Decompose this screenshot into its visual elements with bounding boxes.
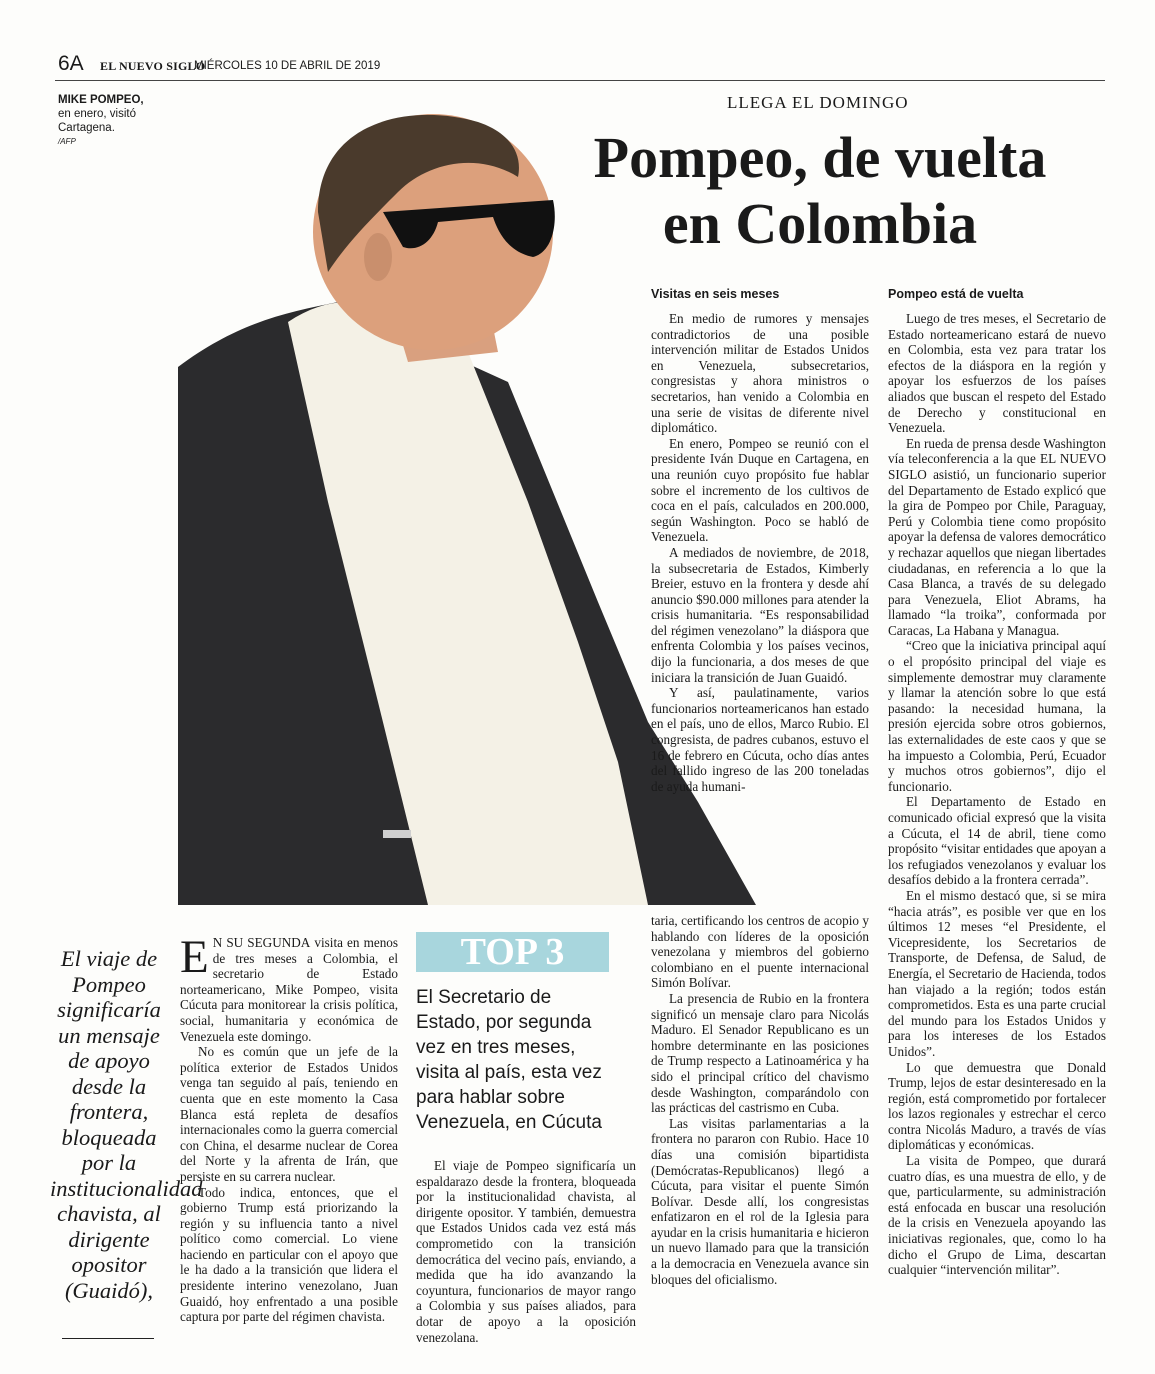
drop-cap: E	[180, 931, 209, 983]
column-pompeo-vuelta	[888, 311, 1106, 1278]
photo-caption	[58, 93, 178, 149]
column-middle	[416, 1158, 636, 1345]
paragraph: Las visitas parlamentarias a la frontera no pararon con Rubio. Hace 10 días una comisión bipartidista (Demócratas-Republicanos) llegó a Cúcuta, para visitar el puente Simón Bolívar. Desde allí, los congresistas enfatizaron en el rol de la Iglesia para ayudar en la crisis humanitaria e hicieron un nuevo llamado para que la transición a la democracia en Venezuela avance sin bloques del oficialismo.	[651, 1115, 869, 1287]
top3-label: TOP 3	[460, 931, 565, 973]
lead-text: visita en menos de tres meses a Colombia, el secretario de Estado norteamericano, Mike Pompeo, visita Cúcuta para monitorear la crisis política, social, humanitaria y económica de Venezuela este domingo.	[180, 935, 399, 1044]
headline-line-1: Pompeo, de vuelta	[593, 125, 1047, 190]
page-number: 6A	[58, 52, 84, 75]
pull-quote-rule	[62, 1338, 154, 1339]
lead-in: N SU SEGUNDA	[212, 935, 311, 950]
paragraph: En el mismo destacó que, si se mira “hacia atrás”, es posible ver que en los últimos 12 meses “el Presidente, el Vicepresidente, los Secretarios de Transporte, de Defensa, de Salud, de Energía, el Secretario de Hacienda, todos han viajado a la región; todos están comprometidos. Esta es una parte crucial del mundo para los Estados Unidos y para los intereses de los Estados Unidos”.	[888, 887, 1106, 1059]
paragraph: En enero, Pompeo se reunió con el presidente Iván Duque en Cartagena, en una reunión cuyo propósito fue hablar sobre el incremento de los cultivos de coca en el país, calculados en 200.000, según Washington. Poco se habló de Venezuela.	[651, 435, 869, 545]
caption-name: MIKE POMPEO,	[58, 94, 144, 106]
headline-line-2: en Colombia	[662, 191, 978, 256]
paragraph: No es común que un jefe de la política exterior de Estados Unidos venga tan seguido al país, teniendo en cuenta que en este momento la Casa Blanca está repleta de desafíos internacionales como la guerra comercial con China, el desarme nuclear de Corea del Norte y la afrenta de Irán, que persiste en su carrera nuclear.	[180, 1044, 398, 1184]
photo-pocket-detail	[383, 830, 411, 838]
paragraph: El viaje de Pompeo significaría un espaldarazo desde la frontera, bloqueada por la institucionalidad chavista, al dirigente opositor. Y también, demuestra que Estados Unidos cada vez está más comprometido con la transición democrática del vecino país, enviando, a medida que ha ido avanzando la coyuntura, funcionarios de mayor rango a Colombia y sus países aliados, para dotar de apoyo a la oposición venezolana.	[416, 1158, 636, 1345]
paragraph: En rueda de prensa desde Washington vía teleconferencia a la que EL NUEVO SIGLO asistió, un funcionario superior del Departamento de Estado explicó que la gira de Pompeo por Chile, Paraguay, Perú y Colombia tiene como propósito apoyar la defensa de valores democrático y rechazar aquellos que niegan libertades ciudadanas, en referencia a lo que la Casa Blanca, a través de su delegado para Venezuela, Eliot Abrams, ha llamado “la troika”, conformada por Caracas, La Habana y Managua.	[888, 435, 1106, 638]
caption-text-1: en enero, visitó	[58, 108, 136, 120]
paragraph: “Creo que la iniciativa principal aquí o el propósito principal del viaje es simplemente demostrar muy claramente y llamar la atención sobre lo que está pasando: la necesidad humana, la presión ejercida sobre otros gobiernos, las externalidades de este caos y que se ha impuesto a Colombia, Perú, Ecuador y muchos otros gobiernos”, dijo el funcionario.	[888, 638, 1106, 794]
paragraph: taria, certificando los centros de acopio y hablando con líderes de la oposición venezolana y miembros del gobierno colombiano en el puente internacional Simón Bolívar.	[651, 913, 869, 991]
photo-ear	[364, 233, 392, 281]
kicker: LLEGA EL DOMINGO	[727, 93, 909, 112]
dateline: MIÉRCOLES 10 DE ABRIL DE 2019	[194, 60, 381, 72]
paragraph: El Departamento de Estado en comunicado oficial expresó que la visita a Cúcuta, el 14 de abril, tiene como propósito “visitar entidades que apoyan a los refugiados venezolanos y evaluar los desafíos debido a la frontera cerrada”.	[888, 794, 1106, 888]
caption-text-2: Cartagena.	[58, 122, 115, 134]
masthead: EL NUEVO SIGLO	[100, 59, 206, 73]
paragraph: La presencia de Rubio en la frontera significó un mensaje claro para Nicolás Maduro. El Senador Republicano es un hombre determinante en las posiciones de Trump respecto a Latinoamérica y ha sido el principal crítico del chavismo desde Washington, comparándolo con las prácticas del castrismo en Cuba.	[651, 990, 869, 1116]
paragraph: A mediados de noviembre, de 2018, la subsecretaria de Estados, Kimberly Breier, estuvo en la frontera y desde ahí anuncio $90.000 millones para atender la crisis humanitaria. “Es responsabilidad del régimen venezolano” la diáspora que enfrenta Colombia y los países vecinos, dijo la funcionaria, a dos meses de que iniciara la transición de Juan Guaidó.	[651, 544, 869, 685]
column-lead	[180, 931, 399, 1325]
top3-text: El Secretario de Estado, por segunda vez en tres meses, visita al país, esta vez para hablar sobre Venezuela, en Cúcuta	[416, 987, 602, 1133]
column-visitas-continued	[651, 913, 869, 1287]
paragraph: La visita de Pompeo, que durará cuatro días, es una muestra de ello, y de que, particularmente, su administración está enfocada en buscar una resolución de la crisis en Venezuela apoyando las iniciativas regionales, que, como lo ha dicho el Grupo de Lima, descartan cualquier “intervención militar”.	[888, 1153, 1106, 1278]
lead-paragraph	[180, 931, 399, 1044]
paragraph: Y así, paulatinamente, varios funcionarios norteamericanos han estado en el país, uno de ellos, Marco Rubio. El congresista, de padres cubanos, estuvo el 16 de febrero en Cúcuta, ocho días antes del fallido ingreso de las 200 toneladas de ayuda humani-	[651, 685, 869, 794]
headline	[580, 125, 1060, 257]
paragraph: Todo indica, entonces, que el gobierno Trump está priorizando la región y su influencia tanto a nivel político como comercial. Lo viene haciendo en particular con el apoyo que le ha dado a la transición que lidera el presidente interino venezolano, Juan Guaidó, hoy enfrentado a una posible captura por parte del régimen chavista.	[180, 1184, 398, 1325]
photo-credit: /AFP	[58, 137, 76, 146]
pull-quote: El viaje de Pompeo significaría un mensaje de apoyo desde la frontera, bloqueada por la institucionalidad chavista, al dirigente opositor (Guaidó),	[50, 946, 203, 1303]
header-rule	[55, 80, 1105, 81]
column-visitas	[651, 311, 869, 794]
paragraph: Luego de tres meses, el Secretario de Estado norteamericano estará de nuevo en Colombia, esta vez para tratar los efectos de la diáspora en la región y apoyar los esfuerzos de los países aliados que buscan el respeto del Estado de Derecho y constitucional en Venezuela.	[888, 311, 1106, 436]
subhead-visitas: Visitas en seis meses	[651, 287, 780, 301]
subhead-pompeo: Pompeo está de vuelta	[888, 287, 1024, 301]
paragraph: En medio de rumores y mensajes contradictorios de una posible intervención militar de Estados Unidos en Venezuela, subsecretarios, congresistas y ahora ministros o secretarios, han venido a Colombia en una serie de visitas de diferente nivel diplomático.	[651, 311, 869, 436]
paragraph: Lo que demuestra que Donald Trump, lejos de estar desinteresado en la región, está comprometido por fortalecer los lazos regionales y estrechar el cerco contra Nicolás Maduro, a través de vías diplomáticas y económicas.	[888, 1059, 1106, 1153]
